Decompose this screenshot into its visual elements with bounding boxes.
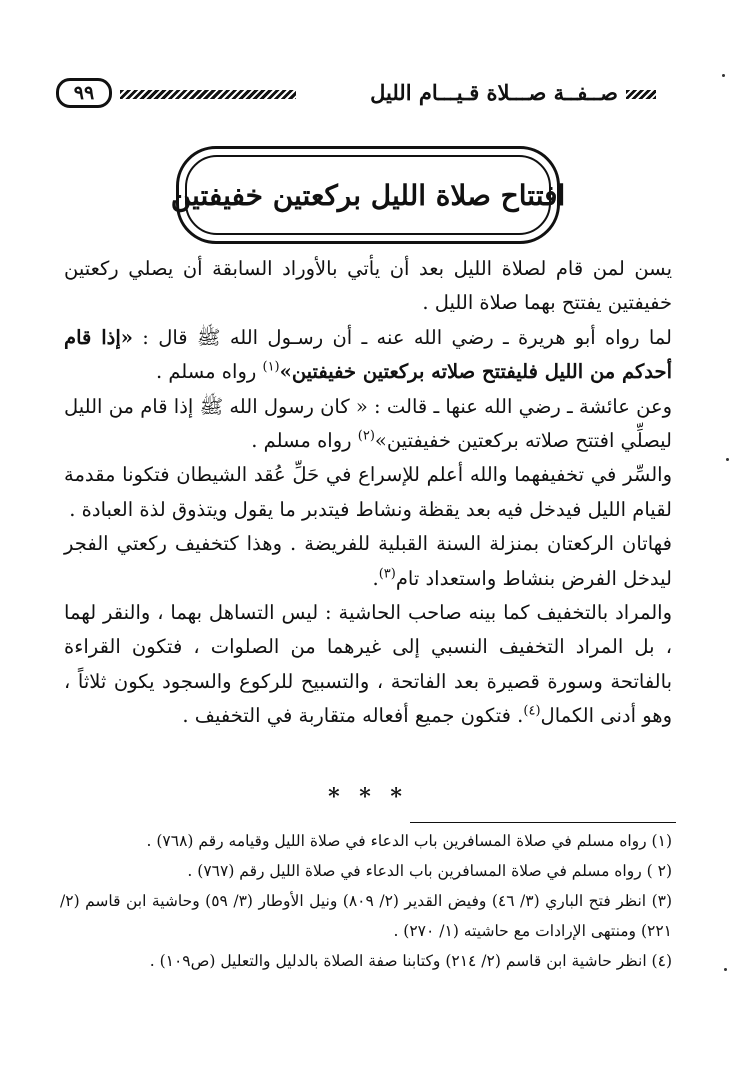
paragraph-lead: لما رواه أبو هريرة ـ رضي الله عنه ـ أن رسـول الله ﷺ قال :: [132, 325, 672, 349]
chapter-title: افتتاح صلاة الليل بركعتين خفيفتين: [170, 178, 566, 212]
footnote-3: (٣) انظر فتح الباري (٣/ ٤٦) وفيض القدير (٢/ ٨٠٩) ونيل الأوطار (٣/ ٥٩) وحاشية ابن قاسم (٢/ ٢٢١) ومنتهى الإرادات مع حاشيته (١/ ٢٧٠) .: [60, 892, 673, 940]
scan-speck: [722, 74, 725, 77]
footnote-reference: (٢): [357, 428, 375, 444]
paragraph-text: يسن لمن قام لصلاة الليل بعد أن يأتي بالأوراد السابقة أن يصلي ركعتين خفيفتين يفتتح بهما صلاة الليل .: [64, 257, 672, 315]
footnote-2: (٢ ) رواه مسلم في صلاة المسافرين باب الدعاء في صلاة الليل رقم (٧٦٧) .: [187, 862, 672, 880]
page-number: ٩٩: [56, 78, 112, 108]
paragraph-lead: والمراد بالتخفيف كما بينه صاحب الحاشية : ليس التساهل بهما ، والنقر لهما ، بل المراد التخفيف النسبي إلى غيرهما من الصلوات ، فتكون القراءة بالفاتحة وسورة قصيرة بعد الفاتحة ، والتسبيح للركوع والسجود يكون ثلاثاً ، وهو أدنى الكمال: [64, 601, 672, 728]
paragraph-lead: وعن عائشة ـ رضي الله عنها ـ قالت : « كان رسول الله ﷺ إذا قام من الليل ليصلِّي افتتح صلاته بركعتين خفيفتين»: [64, 394, 672, 453]
body-text: [64, 252, 672, 734]
paragraph-4: [64, 458, 672, 527]
paragraph-tail: رواه مسلم .: [251, 429, 358, 453]
running-title: صــفــة صـــلاة قـيـــام الليل: [370, 80, 618, 105]
footnote-4: (٤) انظر حاشية ابن قاسم (٢/ ٢١٤) وكتابنا صفة الصلاة بالدليل والتعليل (ص١٠٩) .: [149, 952, 672, 970]
section-separator: * * *: [328, 784, 408, 810]
scan-speck: [726, 458, 729, 461]
paragraph-tail: .: [372, 566, 379, 590]
paragraph-lead: فهاتان الركعتان بمنزلة السنة القبلية للفريضة . وهذا كتخفيف ركعتي الفجر ليدخل الفرض بنشاط واستعداد تام: [64, 532, 672, 590]
paragraph-text: والسِّر في تخفيفهما والله أعلم للإسراع في حَلِّ عُقد الشيطان فتكونا مقدمة لقيام الليل فيدخل فيه بعد يقظة ونشاط فيتدبر ما يقول ويتذوق لذة العبادة .: [64, 463, 672, 521]
scan-speck: [724, 968, 727, 971]
footnote-reference: (١): [262, 359, 280, 375]
footnote-divider: [410, 822, 676, 823]
paragraph-1: [64, 252, 672, 321]
paragraph-2: [64, 321, 672, 390]
running-header: [56, 78, 656, 114]
footnote-reference: (٣): [378, 566, 396, 582]
paragraph-5: [64, 527, 672, 596]
header-ornament-left: [120, 90, 296, 99]
footnotes: [60, 826, 672, 976]
footnote-1: (١) رواه مسلم في صلاة المسافرين باب الدعاء في صلاة الليل وقيامه رقم (٧٦٨) .: [146, 832, 672, 850]
hadith-quote: «إذا قام أحدكم من الليل فليفتتح صلاته بركعتين خفيفتين»: [64, 325, 672, 384]
header-ornament-right: [626, 90, 656, 99]
footnote-reference: (٤): [523, 703, 541, 719]
paragraph-tail: . فتكون جميع أفعاله متقاربة في التخفيف .: [182, 704, 524, 728]
chapter-title-inner-frame: [170, 155, 566, 235]
paragraph-6: [64, 596, 672, 734]
paragraph-tail: رواه مسلم .: [155, 360, 263, 384]
paragraph-3: [64, 390, 672, 459]
chapter-title-frame: [170, 146, 566, 244]
